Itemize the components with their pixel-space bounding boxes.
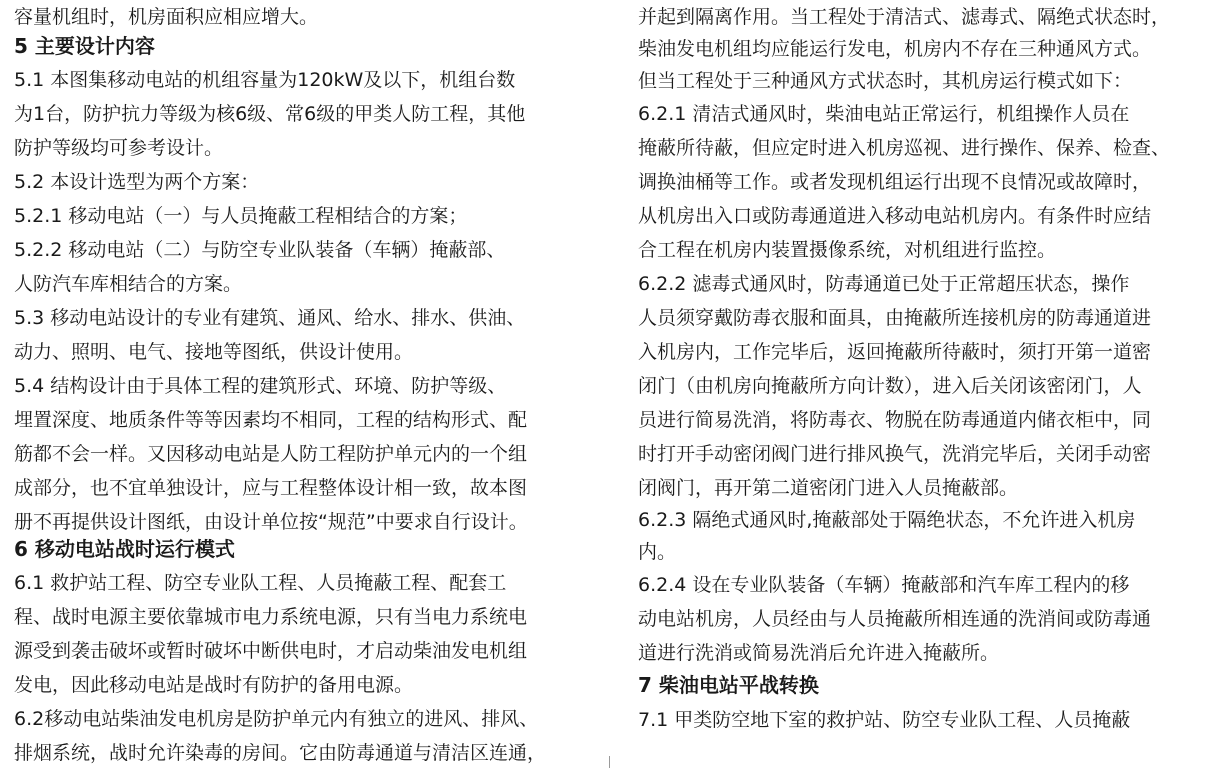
text-line: 排烟系统，战时允许染毒的房间。它由防毒通道与清洁区连通，: [14, 742, 547, 764]
text-line: 容量机组时，机房面积应相应增大。: [14, 6, 319, 28]
text-line: 闭阀门，再开第二道密闭门进入人员掩蔽部。: [638, 477, 1019, 499]
text-line: 6.1 救护站工程、防空专业队工程、人员掩蔽工程、配套工: [14, 572, 507, 594]
text-line: 6.2.2 滤毒式通风时，防毒通道已处于正常超压状态，操作: [638, 273, 1130, 295]
text-line: 道进行洗消或简易洗消后允许进入掩蔽所。: [638, 642, 1000, 664]
section-heading-5: 5 主要设计内容: [14, 34, 155, 58]
column-divider-mark: [609, 756, 610, 768]
text-line: 时打开手动密闭阀门进行排风换气，洗消完毕后，关闭手动密: [638, 443, 1152, 465]
text-line: 员进行简易洗消，将防毒衣、物脱在防毒通道内储衣柜中，同: [638, 409, 1152, 431]
text-line: 调换油桶等工作。或者发现机组运行出现不良情况或故障时，: [638, 171, 1152, 193]
text-line: 筋都不会一样。又因移动电站是人防工程防护单元内的一个组: [14, 443, 528, 465]
text-line: 成部分，也不宜单独设计，应与工程整体设计相一致，故本图: [14, 477, 528, 499]
section-heading-7: 7 柴油电站平战转换: [638, 673, 819, 697]
text-line: 防护等级均可参考设计。: [14, 137, 224, 159]
text-line: 掩蔽所待蔽，但应定时进入机房巡视、进行操作、保养、检查、: [638, 137, 1171, 159]
text-line: 5.3 移动电站设计的专业有建筑、通风、给水、排水、供油、: [14, 307, 526, 329]
text-line: 埋置深度、地质条件等等因素均不相同，工程的结构形式、配: [14, 409, 528, 431]
text-line: 人防汽车库相结合的方案。: [14, 273, 243, 295]
text-line: 入机房内，工作完毕后，返回掩蔽所待蔽时，须打开第一道密: [638, 341, 1152, 363]
text-line: 6.2移动电站柴油发电机房是防护单元内有独立的进风、排风、: [14, 708, 539, 730]
text-line: 册不再提供设计图纸，由设计单位按“规范”中要求自行设计。: [14, 511, 528, 533]
text-line: 动电站机房，人员经由与人员掩蔽所相连通的洗消间或防毒通: [638, 608, 1152, 630]
text-line: 5.2.1 移动电站（一）与人员掩蔽工程相结合的方案；: [14, 205, 468, 227]
text-line: 闭门（由机房向掩蔽所方向计数），进入后关闭该密闭门，人: [638, 375, 1142, 397]
text-line: 发电，因此移动电站是战时有防护的备用电源。: [14, 674, 414, 696]
text-line: 合工程在机房内装置摄像系统，对机组进行监控。: [638, 239, 1057, 261]
text-line: 动力、照明、电气、接地等图纸，供设计使用。: [14, 341, 414, 363]
text-line: 5.2 本设计选型为两个方案：: [14, 171, 260, 193]
text-line: 5.2.2 移动电站（二）与防空专业队装备（车辆）掩蔽部、: [14, 239, 506, 261]
text-line: 5.1 本图集移动电站的机组容量为120kW及以下，机组台数: [14, 69, 516, 91]
text-line: 内。: [638, 541, 677, 563]
text-line: 程、战时电源主要依靠城市电力系统电源，只有当电力系统电: [14, 606, 528, 628]
text-line: 人员须穿戴防毒衣服和面具，由掩蔽所连接机房的防毒通道进: [638, 307, 1152, 329]
text-line: 柴油发电机组均应能运行发电，机房内不存在三种通风方式。: [638, 38, 1152, 60]
text-line: 6.2.4 设在专业队装备（车辆）掩蔽部和汽车库工程内的移: [638, 574, 1130, 596]
text-line: 源受到袭击破坏或暂时破坏中断供电时，才启动柴油发电机组: [14, 640, 528, 662]
text-line: 并起到隔离作用。当工程处于清洁式、滤毒式、隔绝式状态时，: [638, 6, 1171, 28]
text-line: 7.1 甲类防空地下室的救护站、防空专业队工程、人员掩蔽: [638, 709, 1131, 731]
text-line: 但当工程处于三种通风方式状态时，其机房运行模式如下：: [638, 70, 1133, 92]
section-heading-6: 6 移动电站战时运行模式: [14, 537, 235, 561]
text-line: 6.2.1 清洁式通风时，柴油电站正常运行，机组操作人员在: [638, 103, 1130, 125]
text-line: 为1台，防护抗力等级为核6级、常6级的甲类人防工程，其他: [14, 103, 526, 125]
text-line: 5.4 结构设计由于具体工程的建筑形式、环境、防护等级、: [14, 375, 507, 397]
text-line: 6.2.3 隔绝式通风时,掩蔽部处于隔绝状态，不允许进入机房: [638, 509, 1136, 531]
text-line: 从机房出入口或防毒通道进入移动电站机房内。有条件时应结: [638, 205, 1152, 227]
